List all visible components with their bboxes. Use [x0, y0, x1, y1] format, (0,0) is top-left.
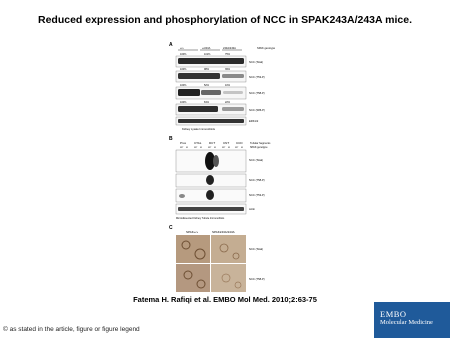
blot-band	[178, 89, 200, 96]
percent-value: 98%	[204, 68, 210, 71]
genotype-heading: SPAK genotype	[250, 146, 268, 149]
blot-band	[222, 107, 244, 111]
figure-panel	[168, 40, 298, 302]
percent-value: 22%	[225, 101, 231, 104]
lane-label: WT	[194, 147, 198, 149]
percent-value: 10%	[225, 84, 231, 87]
blot-label: NCC (T58-P)	[249, 179, 265, 182]
blot-band	[223, 91, 243, 94]
blot-label: NCC (T53-P)	[249, 194, 265, 197]
blot-band	[178, 119, 244, 123]
segment-label: Prox	[180, 141, 187, 145]
col-label-ki: SPAK243A/243A	[212, 230, 235, 234]
lane-label: KI	[228, 147, 231, 149]
blot-band	[206, 190, 214, 200]
lane-label: KI	[241, 147, 244, 149]
percent-value: 52%	[204, 84, 210, 87]
percent-value: 100%	[180, 53, 187, 56]
blot-label: NCC (T58-P)	[249, 92, 265, 95]
percent-value: 100%	[180, 68, 187, 71]
lane-label: WT	[222, 147, 226, 149]
row-label: NCC (T58-P)	[249, 278, 265, 281]
blot-band	[178, 73, 220, 79]
genotype-het: +/243A	[202, 47, 211, 50]
panel-b-letter: B	[169, 136, 173, 142]
segments-heading: Tubular Segments	[250, 142, 271, 145]
blot-label: NCC (T53-P)	[249, 76, 265, 79]
lane-label: KI	[186, 147, 189, 149]
percent-value: 75%	[225, 53, 231, 56]
histology-image	[176, 264, 210, 292]
logo-line-2: Molecular Medicine	[380, 319, 433, 326]
slide-title: Reduced expression and phosphorylation of NCC in SPAK243A/243A mice.	[37, 14, 412, 26]
blot-band	[178, 106, 218, 112]
blot-band	[213, 155, 219, 167]
blot-band	[178, 58, 244, 64]
panel-a-letter: A	[169, 42, 173, 48]
logo-line-1: EMBO	[380, 309, 407, 319]
blot-label: NCC (S86-P)	[249, 109, 265, 112]
histology-image	[211, 235, 246, 263]
figure-svg	[168, 40, 298, 302]
blot-label: NCC (Total)	[249, 61, 264, 64]
percent-value: 81%	[204, 101, 210, 104]
blot-band	[206, 175, 214, 185]
percent-row	[180, 53, 231, 56]
histology-image	[176, 235, 210, 263]
panel-c-letter: C	[169, 225, 173, 231]
blot-label: ERK1/2	[249, 120, 259, 123]
percent-value: 39%	[225, 68, 231, 71]
row-label: NCC (Total)	[249, 248, 264, 251]
lane-label: KI	[214, 147, 217, 149]
genotype-ki: 243A/243A	[223, 47, 236, 50]
copyright-note: © as stated in the article, figure or figure legend	[3, 326, 140, 333]
panel-b-footer: Microdissected Kidney Tubule Immunoblots	[176, 217, 225, 220]
blot-label: NCC (Total)	[249, 159, 264, 162]
percent-value: 101%	[204, 53, 211, 56]
segment-label: CTAL	[194, 141, 202, 145]
blot-band	[201, 90, 221, 95]
percent-value: 100%	[180, 84, 187, 87]
lane-label: KI	[200, 147, 203, 149]
segment-label: CCD	[236, 141, 243, 145]
panel-a-footer: Kidney Lysate Immunoblots	[182, 128, 215, 131]
percent-row	[180, 101, 231, 104]
percent-row	[180, 84, 231, 87]
segment-label: CNT	[223, 141, 230, 145]
lane-label: WT	[208, 147, 212, 149]
segment-label: DCT	[209, 141, 216, 145]
genotype-heading: SPAK genotype	[257, 47, 276, 50]
percent-row	[180, 68, 231, 71]
genotype-wt: +/+	[180, 47, 184, 50]
lane-label: WT	[180, 147, 184, 149]
blot-band	[222, 74, 244, 78]
citation-caption: Fatema H. Rafiqi et al. EMBO Mol Med. 2010;2:63-75	[133, 295, 317, 304]
blot-band	[179, 194, 185, 198]
histology-image	[211, 264, 246, 292]
blot-band	[178, 207, 244, 211]
journal-logo	[374, 302, 450, 338]
lane-labels	[180, 147, 243, 149]
col-label-wt: SPAK+/+	[186, 230, 199, 234]
blot-label: Actin	[249, 208, 255, 211]
percent-value: 100%	[180, 101, 187, 104]
lane-label: WT	[235, 147, 239, 149]
